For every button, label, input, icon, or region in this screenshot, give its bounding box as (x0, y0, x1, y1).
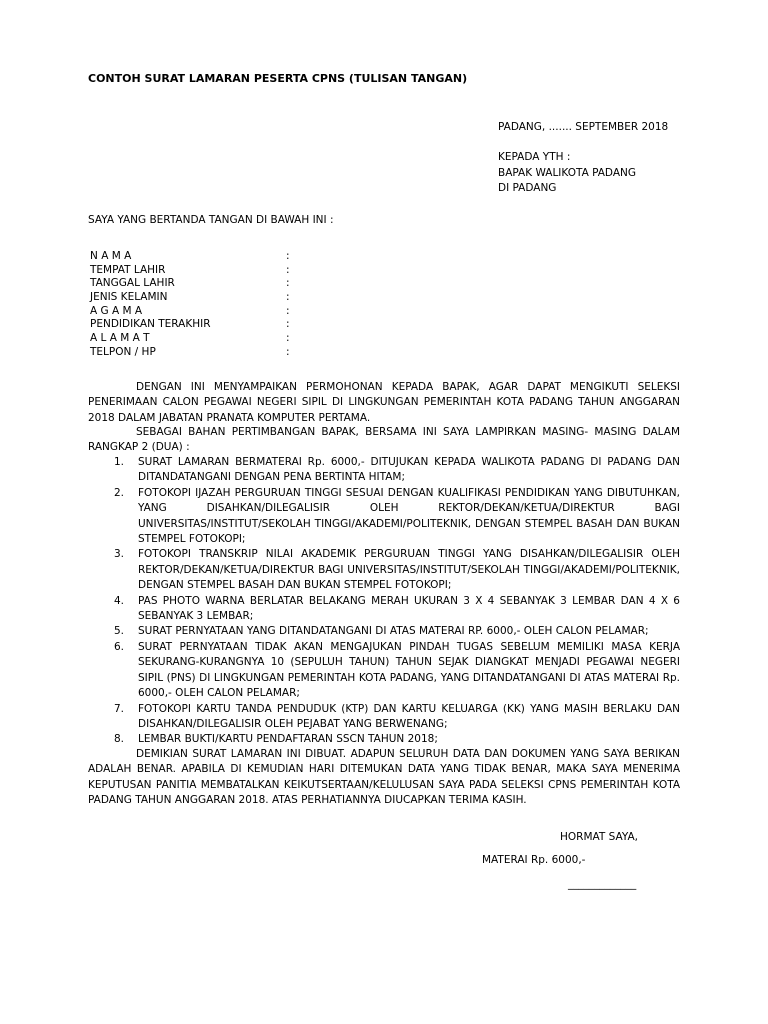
identity-colon: : (286, 345, 290, 358)
closing-salutation: HORMAT SAYA, (560, 831, 638, 843)
identity-colon: : (286, 250, 290, 262)
identity-colon: : (286, 277, 290, 290)
list-item (100, 547, 680, 593)
list-item (100, 594, 680, 625)
attachment-list (100, 455, 680, 748)
identity-label: TELPON / HP (90, 345, 156, 358)
list-item (100, 640, 680, 702)
identity-label: TEMPAT LAHIR (90, 263, 166, 276)
list-item (100, 702, 680, 733)
list-item-number: 5. (114, 625, 125, 638)
identity-label: N A M A (90, 250, 132, 262)
identity-colon: : (286, 291, 290, 304)
letter-title: CONTOH SURAT LAMARAN PESERTA CPNS (TULISAN TANGAN) (88, 72, 468, 85)
date-line: PADANG, ....... SEPTEMBER 2018 (498, 121, 669, 133)
intro-line: SAYA YANG BERTANDA TANGAN DI BAWAH INI : (88, 214, 334, 226)
identity-label: PENDIDIKAN TERAKHIR (90, 318, 211, 331)
list-item-text: SURAT LAMARAN BERMATERAI Rp. 6000,- DITUJUKAN KEPADA WALIKOTA PADANG DI PADANG DAN DITANDATANGANI DENGAN PENA BERTINTA HITAM; (138, 456, 680, 484)
list-item-number: 7. (114, 702, 125, 715)
list-item-number: 1. (114, 456, 125, 468)
recipient-place: DI PADANG (498, 182, 557, 194)
materai-label: MATERAI Rp. 6000,- (482, 854, 586, 866)
list-item-text: PAS PHOTO WARNA BERLATAR BELAKANG MERAH UKURAN 3 X 4 SEBANYAK 3 LEMBAR DAN 4 X 6 SEBANYAK 3 LEMBAR; (138, 594, 680, 623)
list-item-text: LEMBAR BUKTI/KARTU PENDAFTARAN SSCN TAHUN 2018; (138, 733, 438, 746)
list-item (100, 455, 680, 486)
list-item (100, 732, 680, 747)
identity-label: TANGGAL LAHIR (90, 277, 175, 290)
paragraph-closing-statement: DEMIKIAN SURAT LAMARAN INI DIBUAT. ADAPUN SELURUH DATA DAN DOKUMEN YANG SAYA BERIKAN ADALAH BENAR. APABILA DI KEMUDIAN HARI DITEMUKAN DATA YANG TIDAK BENAR, MAKA SAYA MENERIMA KEPUTUSAN PANITIA MEMBATALKAN KEIKUTSERTAAN/KELULUSAN SAYA PADA SELEKSI CPNS PEMERINTAH KOTA PADANG TAHUN ANGGARAN 2018. ATAS PERHATIANNYA DIUCAPKAN TERIMA KASIH. (88, 748, 680, 807)
identity-colon: : (286, 318, 290, 331)
list-item-number: 2. (114, 486, 125, 499)
identity-colon: : (286, 304, 290, 317)
list-item (100, 486, 680, 548)
identity-colon: : (286, 263, 290, 276)
list-item (100, 624, 680, 639)
identity-label: JENIS KELAMIN (90, 291, 168, 304)
paragraph-request: DENGAN INI MENYAMPAIKAN PERMOHONAN KEPADA BAPAK, AGAR DAPAT MENGIKUTI SELEKSI PENERIMAAN CALON PEGAWAI NEGERI SIPIL DI LINGKUNGAN PEMERINTAH KOTA PADANG TAHUN ANGGARAN 2018 DALAM JABATAN PRANATA KOMPUTER PERTAMA. (88, 381, 680, 424)
list-item-number: 6. (114, 640, 125, 653)
list-item-text: FOTOKOPI IJAZAH PERGURUAN TINGGI SESUAI DENGAN KUALIFIKASI PENDIDIKAN YANG DIBUTUHKAN, YANG DISAHKAN/DILEGALISIR OLEH REKTOR/DEKAN/KETUA/DIREKTUR BAGI UNIVERSITAS/INSTITUT/SEKOLAH TINGGI/AKADEMI/POLITEKNIK, DENGAN STEMPEL BASAH DAN BUKAN STEMPEL FOTOKOPI; (138, 486, 680, 546)
recipient-to: KEPADA YTH : (498, 151, 571, 163)
list-item-text: SURAT PERNYATAAN TIDAK AKAN MENGAJUKAN PINDAH TUGAS SEBELUM MEMILIKI MASA KERJA SEKURANG-KURANGNYA 10 (SEPULUH TAHUN) TAHUN SEJAK DIANGKAT MENJADI PEGAWAI NEGERI SIPIL (PNS) DI LINGKUNGAN PEMERINTAH KOTA PADANG, YANG DITANDATANGANI DI ATAS MATERAI Rp. 6000,- OLEH CALON PELAMAR; (138, 640, 680, 700)
paragraph-attachments-intro: SEBAGAI BAHAN PERTIMBANGAN BAPAK, BERSAMA INI SAYA LAMPIRKAN MASING- MASING DALAM RANGKAP 2 (DUA) : (88, 426, 680, 454)
signature-line: _____________ (568, 878, 637, 890)
list-item-number: 3. (114, 548, 125, 561)
list-item-number: 8. (114, 733, 125, 746)
recipient-name: BAPAK WALIKOTA PADANG (498, 166, 637, 179)
list-item-text: SURAT PERNYATAAN YANG DITANDATANGANI DI ATAS MATERAI RP. 6000,- OLEH CALON PELAMAR; (138, 625, 649, 638)
recipient-block (498, 150, 636, 197)
identity-label: A G A M A (90, 304, 143, 317)
list-item-text: FOTOKOPI KARTU TANDA PENDUDUK (KTP) DAN KARTU KELUARGA (KK) YANG MASIH BERLAKU DAN DISAHKAN/DILEGALISIR OLEH PEJABAT YANG BERWENANG; (138, 702, 680, 730)
list-item-text: FOTOKOPI TRANSKRIP NILAI AKADEMIK PERGURUAN TINGGI YANG DISAHKAN/DILEGALISIR OLEH REKTOR/DEKAN/KETUA/DIREKTUR BAGI UNIVERSITAS/INSTITUT/SEKOLAH TINGGI/AKADEMI/POLITEKNIK, DENGAN STEMPEL BASAH DAN BUKAN STEMPEL FOTOKOPI; (138, 548, 680, 592)
identity-colon: : (286, 332, 290, 345)
identity-label: A L A M A T (90, 332, 150, 345)
list-item-number: 4. (114, 594, 125, 607)
